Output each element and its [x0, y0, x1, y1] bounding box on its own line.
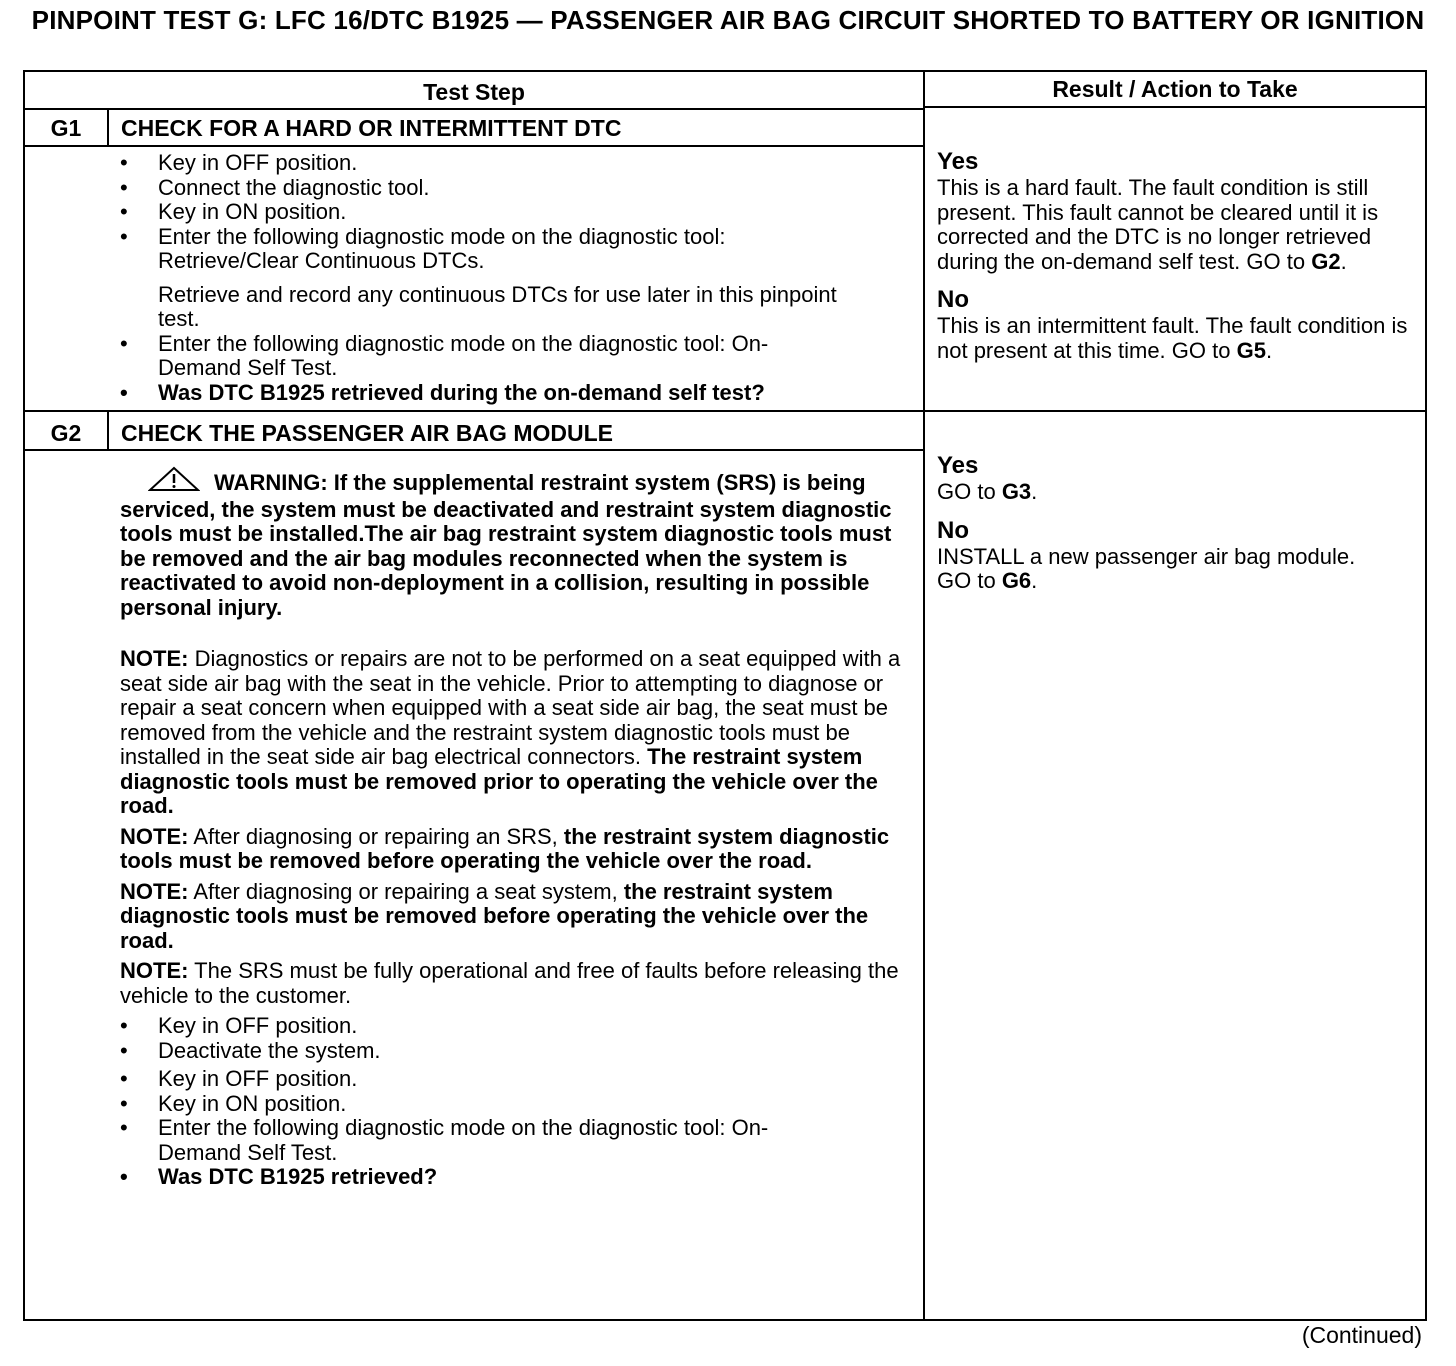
g1-no-target: G5	[1236, 337, 1266, 363]
note-text: After diagnosing or repairing an SRS,	[193, 823, 558, 849]
g2-no-text: INSTALL a new passenger air bag module. GO to	[937, 543, 1356, 593]
g2-item-text: Enter the following diagnostic mode on the diagnostic tool: On-Demand Self Test.	[158, 1115, 769, 1165]
g1-id-divider	[107, 108, 109, 147]
list-item: • Key in OFF position.	[120, 1067, 905, 1092]
g2-note-3	[120, 880, 905, 954]
g1-no-text: This is an intermittent fault. The fault condition is not present at this time. GO to	[937, 313, 1408, 363]
g1-yes-label: Yes	[937, 148, 979, 175]
g1-no-label: No	[937, 286, 969, 313]
g2-note-1	[120, 647, 905, 819]
g1-instructions	[120, 151, 910, 405]
list-item: • Key in OFF position.	[120, 1014, 905, 1039]
header-divider-right	[923, 106, 1427, 108]
g1-yes-action	[937, 176, 1421, 274]
g1-step-id: G1	[50, 115, 82, 141]
note-bold: The restraint system diagnostic tools must be removed prior to operating the vehicle over the road.	[120, 744, 878, 818]
list-item	[120, 225, 848, 274]
g1-title-divider	[23, 145, 925, 147]
list-item: • Key in ON position.	[120, 200, 910, 225]
list-item	[120, 1116, 848, 1165]
g1-no-action	[937, 314, 1421, 363]
g2-yes-label: Yes	[937, 452, 979, 479]
g2-warning-text: WARNING: If the supplemental restraint system (SRS) is being serviced, the system must be deactivated and restraint system diagnostic tools must be installed.The air bag restraint system diagnostic tools must be removed and the air bag modules reconnected when the system is reactivated to avoid non-deployment in a collision, resulting in possible personal injury.	[120, 470, 892, 620]
g2-yes-text: GO to	[937, 479, 996, 504]
g2-yes-target: G3	[1001, 479, 1032, 504]
g2-no-label: No	[937, 516, 969, 544]
list-item: • Deactivate the system.	[120, 1039, 905, 1064]
note-bold: the restraint system diagnostic tools must be removed before operating the vehicle over the road.	[120, 823, 890, 873]
column-divider	[923, 70, 925, 1321]
note-label: NOTE:	[120, 878, 189, 904]
list-item	[120, 332, 848, 381]
g2-step-title: CHECK THE PASSENGER AIR BAG MODULE	[121, 420, 613, 446]
period: .	[1265, 337, 1273, 363]
header-divider-left	[23, 108, 925, 110]
period: .	[1340, 248, 1347, 274]
g1-yes-text: This is a hard fault. The fault condition is still present. This fault cannot be cleared until it is corrected and the DTC is no longer retrieved during the on-demand self test. GO to	[937, 175, 1379, 274]
g2-instructions	[120, 466, 905, 1190]
g2-step-id: G2	[50, 420, 82, 446]
period: .	[1031, 568, 1038, 593]
note-label: NOTE:	[120, 646, 189, 671]
continued-label: (Continued)	[1301, 1322, 1422, 1348]
g2-yes-action	[937, 480, 1421, 505]
period: .	[1031, 479, 1038, 504]
note-label: NOTE:	[120, 958, 189, 983]
g2-no-action	[937, 545, 1357, 594]
list-item-paragraph	[120, 283, 878, 332]
list-item: • Connect the diagnostic tool.	[120, 176, 910, 201]
list-item: • Key in OFF position.	[120, 151, 910, 176]
note-text: The SRS must be fully operational and free of faults before releasing the vehicle to the customer.	[120, 958, 899, 1008]
header-result: Result / Action to Take	[1052, 76, 1298, 102]
g1-item-paragraph: Retrieve and record any continuous DTCs for use later in this pinpoint test.	[158, 281, 837, 331]
g1-item-text: Enter the following diagnostic mode on the diagnostic tool: On-Demand Self Test.	[158, 330, 769, 380]
g1-yes-target: G2	[1311, 248, 1341, 274]
note-text: After diagnosing or repairing a seat system,	[193, 878, 618, 904]
g2-note-2	[120, 825, 905, 874]
g2-title-divider	[23, 449, 925, 451]
g1-step-title: CHECK FOR A HARD OR INTERMITTENT DTC	[121, 115, 622, 141]
g2-id-divider	[107, 412, 109, 451]
g1-result	[937, 148, 1421, 363]
g1-g2-divider	[23, 410, 1427, 412]
page-title: PINPOINT TEST G: LFC 16/DTC B1925 — PASSENGER AIR BAG CIRCUIT SHORTED TO BATTERY OR IGNITION	[31, 5, 1425, 35]
g2-result	[937, 452, 1421, 594]
list-item: • Key in ON position.	[120, 1092, 905, 1117]
header-test-step: Test Step	[423, 79, 525, 105]
list-item: • Was DTC B1925 retrieved?	[120, 1165, 905, 1190]
note-label: NOTE:	[120, 823, 189, 849]
g2-note-4	[120, 959, 905, 1008]
list-item: • Was DTC B1925 retrieved during the on-demand self test?	[120, 381, 910, 406]
g2-warning	[120, 466, 905, 620]
g2-steps	[120, 1014, 905, 1190]
warning-triangle-icon	[134, 466, 200, 498]
note-bold: the restraint system diagnostic tools must be removed before operating the vehicle over the road.	[120, 878, 869, 953]
g2-no-target: G6	[1001, 568, 1032, 593]
g1-item-text: Enter the following diagnostic mode on the diagnostic tool: Retrieve/Clear Continuous DTCs.	[158, 223, 726, 273]
note-text: Diagnostics or repairs are not to be performed on a seat equipped with a seat side air bag with the seat in the vehicle. Prior to attempting to diagnose or repair a seat concern when equipped with a seat side air bag, the seat must be removed from the vehicle and the restraint system diagnostic tools must be installed in the seat side air bag electrical connectors.	[120, 646, 901, 769]
